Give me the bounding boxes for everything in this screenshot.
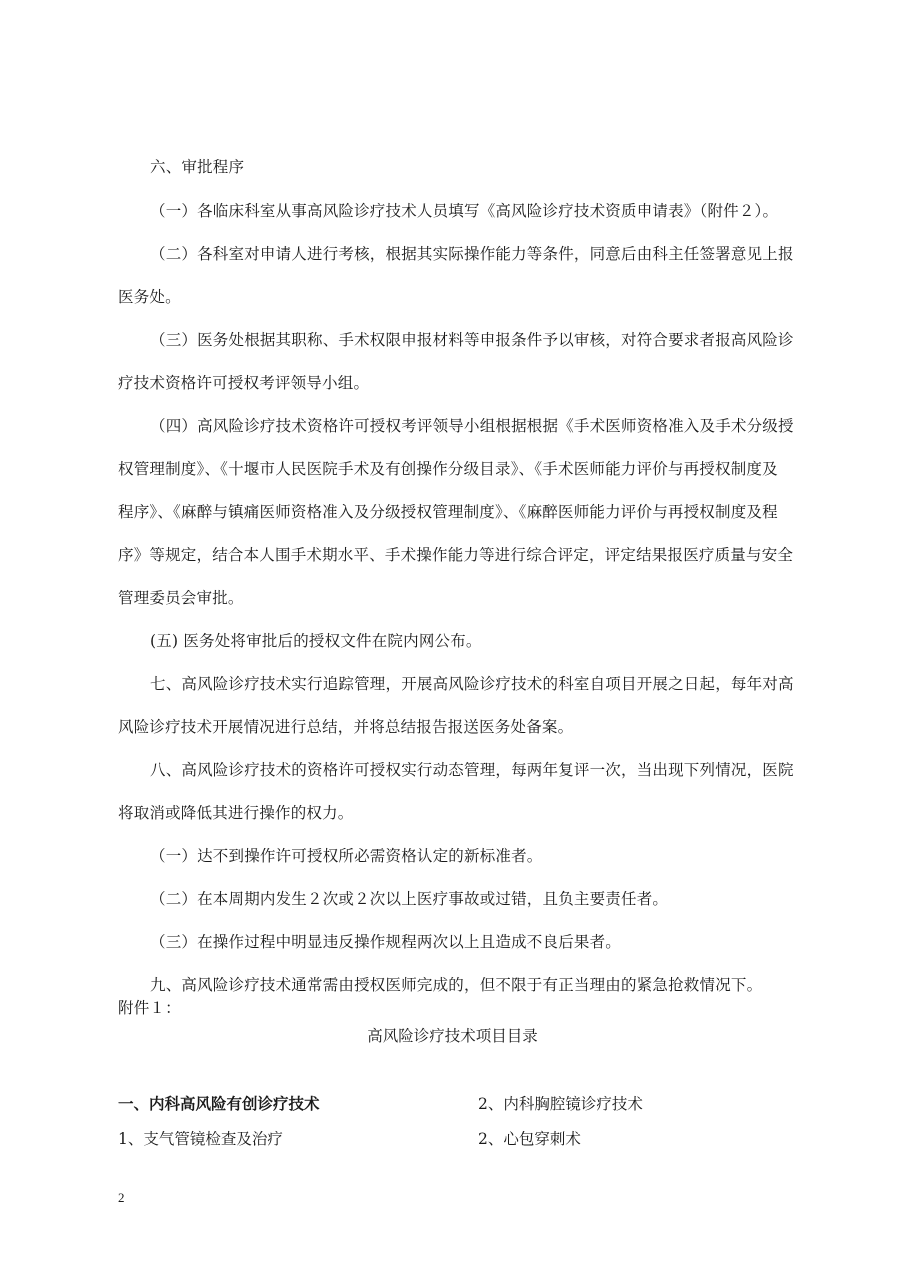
catalog-item: 1、支气管镜检查及治疗 (118, 1130, 283, 1148)
catalog-item: 2、内科胸腔镜诊疗技术 (478, 1095, 643, 1113)
paragraph-line: 疗技术资格许可授权考评领导小组。 (118, 374, 370, 392)
paragraph-line: （三）在操作过程中明显违反操作规程两次以上且造成不良后果者。 (150, 933, 622, 951)
page-number: 2 (118, 1190, 125, 1205)
paragraph-line: 将取消或降低其进行操作的权力。 (118, 804, 354, 822)
paragraph-line: （三）医务处根据其职称、手术权限申报材料等申报条件予以审核，对符合要求者报高风险诊 (150, 331, 794, 349)
paragraph-line: 七、高风险诊疗技术实行追踪管理，开展高风险诊疗技术的科室自项目开展之日起，每年对高 (150, 675, 794, 693)
paragraph-line: （二）各科室对申请人进行考核，根据其实际操作能力等条件，同意后由科主任签署意见上报 (150, 245, 794, 263)
paragraph-line: 八、高风险诊疗技术的资格许可授权实行动态管理，每两年复评一次，当出现下列情况，医院 (150, 761, 794, 779)
appendix-label: 附件１： (118, 999, 181, 1017)
paragraph-line: 权管理制度》、《十堰市人民医院手术及有创操作分级目录》、《手术医师能力评价与再授权制度及 (118, 460, 778, 478)
paragraph-line: 程序》、《麻醉与镇痛医师资格准入及分级授权管理制度》、《麻醉医师能力评价与再授权制度及程 (118, 503, 778, 521)
heading-approval-procedure: 六、审批程序 (150, 158, 245, 176)
appendix-title: 高风险诊疗技术项目目录 (367, 1027, 538, 1045)
paragraph-line: （四）高风险诊疗技术资格许可授权考评领导小组根据根据《手术医师资格准入及手术分级授 (150, 417, 794, 435)
paragraph-line: （一）达不到操作许可授权所必需资格认定的新标准者。 (150, 847, 543, 865)
paragraph-line: (五) 医务处将审批后的授权文件在院内网公布。 (150, 632, 482, 650)
paragraph-line: （一）各临床科室从事高风险诊疗技术人员填写《高风险诊疗技术资质申请表》（附件２）。 (150, 202, 779, 220)
paragraph-line: 管理委员会审批。 (118, 589, 244, 607)
paragraph-line: 九、高风险诊疗技术通常需由授权医师完成的，但不限于有正当理由的紧急抢救情况下。 (150, 976, 763, 994)
paragraph-line: （二）在本周期内发生２次或２次以上医疗事故或过错，且负主要责任者。 (150, 890, 669, 908)
paragraph-line: 序》等规定，结合本人围手术期水平、手术操作能力等进行综合评定，评定结果报医疗质量与安全 (118, 546, 794, 564)
catalog-item: 2、心包穿刺术 (478, 1130, 581, 1148)
paragraph-line: 医务处。 (118, 288, 181, 306)
paragraph-line: 风险诊疗技术开展情况进行总结，并将总结报告报送医务处备案。 (118, 718, 574, 736)
catalog-category-heading: 一、内科高风险有创诊疗技术 (118, 1095, 320, 1113)
